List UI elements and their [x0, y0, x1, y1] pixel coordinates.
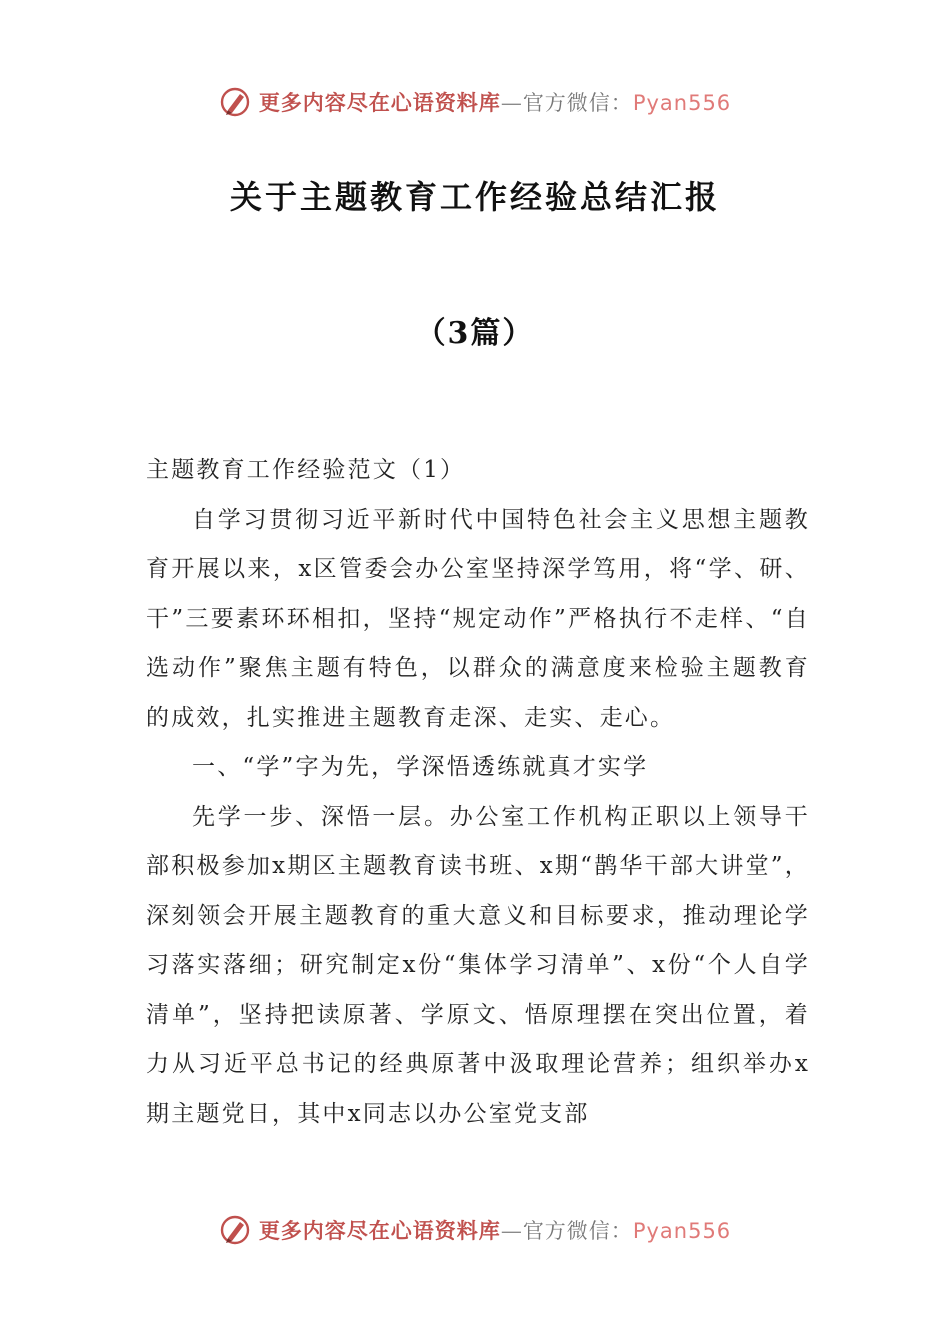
watermark-text: [259, 87, 731, 117]
paragraph-intro: 自学习贯彻习近平新时代中国特色社会主义思想主题教育开展以来，x区管委会办公室坚持深学笃用，将“学、研、干”三要素环环相扣，坚持“规定动作”严格执行不走样、“自选动作”聚焦主题有特色，以群众的满意度来检验主题教育的成效，扎实推进主题教育走深、走实、走心。: [146, 506, 810, 731]
pen-logo-icon: [219, 86, 251, 118]
document-body: [146, 446, 810, 1139]
watermark-label: 官方微信：: [522, 1219, 633, 1243]
footer-watermark: [0, 1210, 950, 1250]
section-title: 主题教育工作经验范文（1）: [146, 457, 466, 483]
watermark-brand: 更多内容尽在心语资料库: [258, 90, 501, 115]
watermark-wechat-id: Pyan556: [632, 91, 732, 115]
watermark-wechat-id: Pyan556: [632, 1219, 732, 1243]
watermark-dash: —: [500, 1219, 523, 1243]
document-subtitle: （3篇）: [415, 316, 535, 351]
paragraph-study: 先学一步、深悟一层。办公室工作机构正职以上领导干部积极参加x期区主题教育读书班、x期“鹊华干部大讲堂”，深刻领会开展主题教育的重大意义和目标要求，推动理论学习落实落细；研究制定x份“集体学习清单”、x份“个人自学清单”，坚持把读原著、学原文、悟原理摆在突出位置，着力从习近平总书记的经典原著中汲取理论营养；组织举办x期主题党日，其中x同志以办公室党支部: [146, 803, 810, 1127]
watermark-text: [259, 1215, 731, 1245]
section-heading-1: 一、“学”字为先，学深悟透练就真才实学: [192, 754, 649, 780]
watermark-label: 官方微信：: [522, 91, 633, 115]
watermark-dash: —: [500, 91, 523, 115]
watermark-brand: 更多内容尽在心语资料库: [258, 1218, 501, 1243]
header-watermark: [0, 82, 950, 122]
document-title: 关于主题教育工作经验总结汇报: [229, 178, 720, 216]
pen-logo-icon: [219, 1214, 251, 1246]
